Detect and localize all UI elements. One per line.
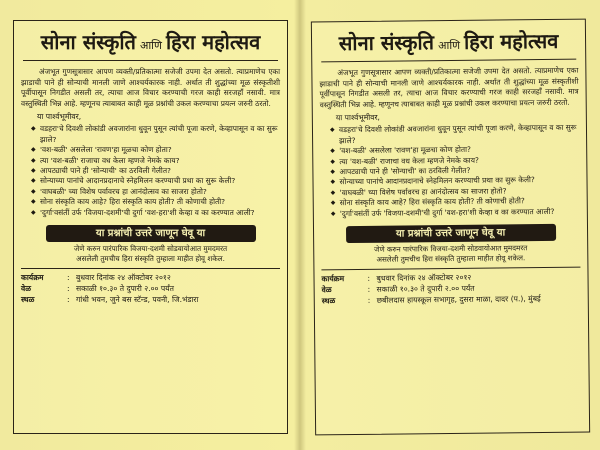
schedule-label: स्थळ xyxy=(21,295,35,305)
title-and: आणि xyxy=(437,38,461,53)
schedule-row-venue xyxy=(21,294,280,305)
question-item: ◆ सोन्याच्या पानांचे आदानप्रदानाचे स्नेहमिलन करण्याची प्रथा का सुरू केली? xyxy=(330,175,579,188)
schedule-label: कार्यक्रम xyxy=(21,273,44,283)
event-schedule xyxy=(321,267,580,307)
event-schedule xyxy=(21,268,280,305)
context-line: या पार्श्वभूमीवर, xyxy=(335,113,381,123)
question-item: ◆ त्या 'वश-बळी' राजाचा वध केला म्हणजे नेमके काय? xyxy=(330,154,579,167)
title-main: सोना संस्कृति xyxy=(40,30,136,54)
schedule-separator: : xyxy=(67,273,70,283)
leaflet-left xyxy=(13,20,288,434)
leaflet-title xyxy=(321,29,576,63)
question-list xyxy=(21,124,280,218)
banner-line-1: जेणे करुन पारंपारिक विजया-दशमी सोडवायोआत मुमदमरत xyxy=(73,244,228,254)
schedule-separator: : xyxy=(67,284,70,294)
schedule-separator: : xyxy=(367,273,371,283)
schedule-label: कार्यक्रम xyxy=(321,274,345,284)
schedule-label: स्थळ xyxy=(321,296,336,306)
intro-paragraph: अंजभूत गुणसूत्रासार आपण व्यक्ती/प्रतिकात्मा सजेजी उपमा देत असतो. त्याप्रमाणेच एका झाडाची पाने ही सोन्याची मानली जाणे आश्चर्यकारक नाही. अर्थात ती शुद्धांच्या मूळ संस्कृतीशी पूर्वीपासून निगडीत असली तर, त्याचा आज विचार करण्याची गरज काही सरजहाँ नसावी. मात्र वस्तुस्थिती भिन्न आहे. म्हणूनच त्याबाबत काही मूळ प्रश्नांची उकल करण्याचा प्रयत्न जरुरी ठरतो. xyxy=(21,67,280,108)
title-tail: हिरा महोत्सव xyxy=(165,30,261,54)
question-item: ◆ सोना संस्कृति काय आहे? हिरा संस्कृति काय होती? ती कोणाची होती? xyxy=(331,196,580,209)
schedule-value: सकाळी १०.३० ते दुपारी २.०० पर्यंत xyxy=(76,284,174,294)
leaflet-right xyxy=(311,19,590,436)
schedule-separator: : xyxy=(367,284,371,294)
question-item: ◆ 'दुर्गा'वसंतीं उर्फ 'विजया-दशमी'ची दुर्गा 'वश-हरा'शी केव्हा व का करण्यात आली? xyxy=(31,208,280,218)
schedule-value: छबीलदास हायस्कूल सभागृह, दुसरा माळा, दादर (प.), मुंबई xyxy=(376,294,541,305)
schedule-label: वेळ xyxy=(21,284,31,294)
schedule-row-program xyxy=(21,272,280,283)
question-item: ◆ त्या 'वश-बळी' राजाचा वध केला म्हणजे नेमके काय? xyxy=(31,156,280,166)
question-item: ◆ आपट्याची पाने ही 'सोन्याची' का ठरविली गेलीत? xyxy=(31,166,280,176)
intro-paragraph: अंजभूत गुणसूत्रासार आपण व्यक्ती/प्रतिकात्मा सजेजी उपमा देत असतो. त्याप्रमाणेच एका झाडाची पाने ही सोन्याची मानली जाणे आश्चर्यकारक नाही. अर्थात ती शुद्धांच्या मूळ संस्कृतीशी पूर्वीपासून निगडीत असली तर, त्याचा आज विचार करण्याची गरज काही सरजहाँ नसावी. मात्र वस्तुस्थिती भिन्न आहे. म्हणूनच त्याबाबत काही मूळ प्रश्नांची उकल करण्याचा प्रयत्न जरुरी ठरतो. xyxy=(319,65,579,110)
schedule-separator: : xyxy=(367,295,371,305)
banner-line-2: असलेली तुमचीच हिरा संस्कृति तुम्हाला माहीत होवू शकेल. xyxy=(76,254,225,264)
leaflet-title xyxy=(23,30,278,61)
question-item: ◆ वडहरा'चे दिवशी लोकांडी अवजारांना धुवून पुसून त्यांची पूजा करणे, केव्हापासून व का सुरू झाले? xyxy=(330,123,579,146)
schedule-label: वेळ xyxy=(321,285,332,295)
schedule-row-time xyxy=(21,283,280,294)
answer-banner: या प्रश्नांची उत्तरे जाणून घेवू या xyxy=(46,225,256,242)
title-main: सोना संस्कृति xyxy=(338,30,435,56)
question-list xyxy=(320,123,580,219)
question-item: ◆ 'वश-बळी' असलेला 'रावण'हा मूळचा कोण होता? xyxy=(330,144,579,157)
question-item: ◆ आपट्याची पाने ही 'सोन्याची' का ठरविली गेलीत? xyxy=(330,165,579,178)
question-item: ◆ 'दुर्गा'वसंतीं उर्फ 'विजया-दशमी'ची दुर्गा 'वश-हरा'शी केव्हा व का करण्यात आली? xyxy=(331,206,580,219)
question-item: ◆ सोना संस्कृति काय आहे? हिरा संस्कृति काय होती? ती कोणाची होती? xyxy=(31,197,280,207)
schedule-value: गांधी भवन, जुने बस स्टॅन्ड, पवनी, जि.भंडारा xyxy=(76,295,199,305)
question-item: ◆ 'वाघबळी' च्या विशेष पर्वावरच हा आनंदोत्सव का साजरा होतो? xyxy=(331,185,580,198)
schedule-row-venue xyxy=(322,293,581,307)
context-line: या पार्श्वभूमीवर, xyxy=(37,112,82,122)
schedule-value: सकाळी १०.३० ते दुपारी २.०० पर्यंत xyxy=(376,283,475,294)
banner-line-2: असलेली तुमचीच हिरा संस्कृति तुम्हाला माहीत होवू शकेल. xyxy=(376,253,526,264)
answer-banner: या प्रश्नांची उत्तरे जाणून घेवू या xyxy=(345,224,555,243)
question-item: ◆ 'वश-बळी' असलेला 'रावण'हा मूळचा कोण होता? xyxy=(31,145,280,155)
title-tail: हिरा महोत्सव xyxy=(463,28,559,54)
schedule-separator: : xyxy=(67,295,70,305)
schedule-value: बुधवार दिनांक २४ ऑक्टोबर २०१२ xyxy=(376,272,472,283)
question-item: ◆ वडहरा'चे दिवशी लोकांडी अवजारांना धुवून पुसून त्यांची पूजा करणे, केव्हापासून व का सुरू झाले? xyxy=(31,124,280,145)
title-and: आणि xyxy=(139,39,162,52)
banner-line-1: जेणे करुन पारंपारिक विजया-दशमी सोडवायोआत मुमदमरत xyxy=(374,243,528,254)
question-item: ◆ सोन्याच्या पानांचे आदानप्रदानाचे स्नेहमिलन करण्याची प्रथा का सुरू केली? xyxy=(31,176,280,186)
question-item: ◆ 'वाघबळी' च्या विशेष पर्वावरच हा आनंदोत्सव का साजरा होतो? xyxy=(31,187,280,197)
schedule-value: बुधवार दिनांक २४ ऑक्टोबर २०१२ xyxy=(76,273,171,283)
